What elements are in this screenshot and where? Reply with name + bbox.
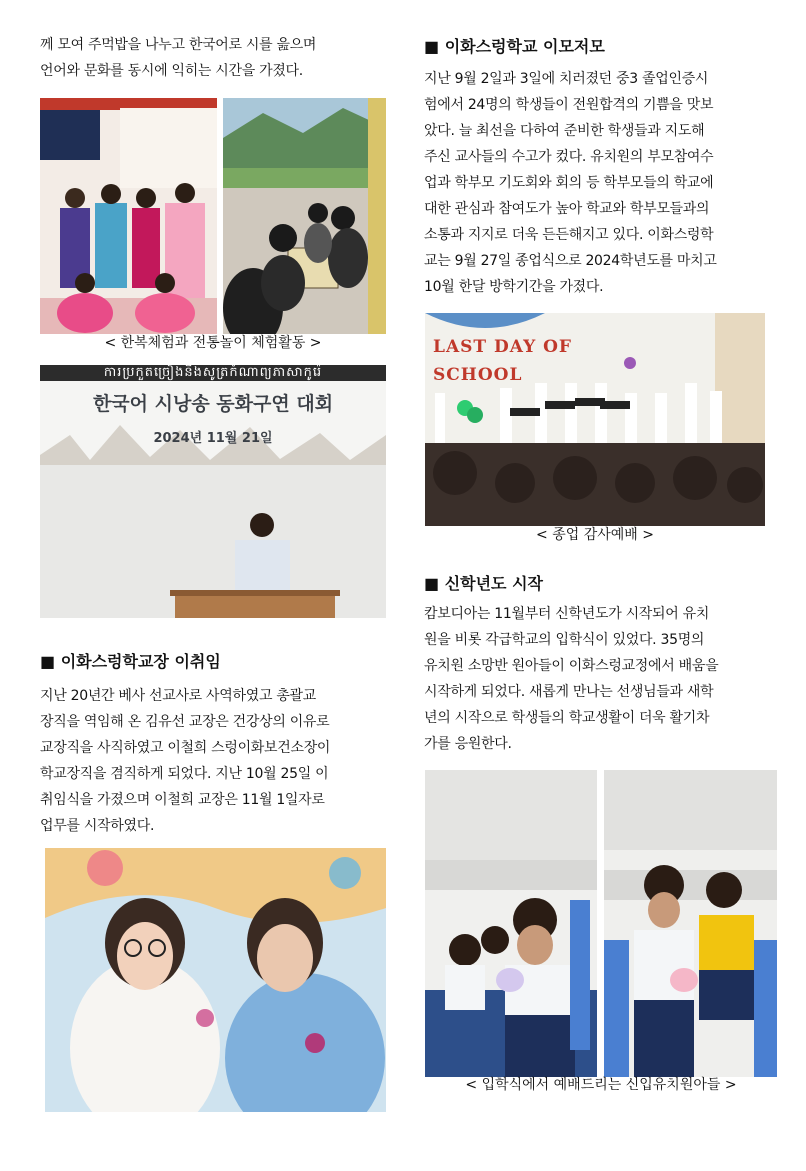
principal-line-4: 학교장직을 겸직하게 되었다. 지난 10월 25일 이 <box>40 766 329 782</box>
new-year-heading: ■ 신학년도 시작 <box>424 574 543 593</box>
news-line-8: 교는 9월 27일 종업식으로 2024학년도를 마치고 <box>424 253 717 269</box>
principal-heading: ■ 이화스렁학교장 이취임 <box>40 652 221 671</box>
left-column <box>40 32 386 84</box>
principal-line-1: 지난 20년간 베사 선교사로 사역하였고 총괄교 <box>40 688 316 704</box>
new-year-line-5: 년의 시작으로 학생들의 학교생활이 더욱 활기차 <box>424 710 710 726</box>
stage-banner-line1: LAST DAY OF <box>433 337 573 357</box>
news-line-3: 았다. 늘 최선을 다하여 준비한 학생들과 지도해 <box>424 123 705 139</box>
intro-line-2: 언어와 문화를 동시에 익히는 시간을 가졌다. <box>40 63 303 79</box>
banner-title: 한국어 시낭송 동화구연 대회 <box>92 393 334 415</box>
banner-khmer-line: ការប្រកួតច្រៀងនិងសូត្រកំណាព្យភាសាកូរ៉េ <box>40 365 386 381</box>
principal-line-2: 장직을 역임해 온 김유선 교장은 건강상의 이유로 <box>40 714 330 730</box>
stage-banner-line2: SCHOOL <box>433 365 523 385</box>
news-line-1: 지난 9월 2일과 3일에 치러졌던 중3 졸업인증시 <box>424 71 709 87</box>
closing-ceremony-photo <box>425 313 765 526</box>
new-year-line-6: 가를 응원한다. <box>424 736 512 752</box>
news-line-4: 주신 교사들의 수고가 컸다. 유치원의 부모참여수 <box>424 149 714 165</box>
new-year-line-1: 캄보디아는 11월부터 신학년도가 시작되어 유치 <box>424 606 710 622</box>
hanbok-photo <box>40 98 217 334</box>
news-line-5: 업과 학부모 기도회와 회의 등 학부모들의 학교에 <box>424 175 714 191</box>
news-line-2: 험에서 24명의 학생들이 전원합격의 기쁨을 맛보 <box>424 97 714 113</box>
news-heading: ■ 이화스렁학교 이모저모 <box>424 37 605 56</box>
hanbok-caption: < 한복체험과 전통놀이 체험활동 > <box>104 335 322 351</box>
principal-line-3: 교장직을 사직하였고 이철희 스렁이화보건소장이 <box>40 740 331 756</box>
news-line-6: 대한 관심과 참여도가 높아 학교와 학부모들과의 <box>424 201 710 217</box>
banner-date: 2024년 11월 21일 <box>153 431 273 446</box>
principal-line-6: 업무를 시작하였다. <box>40 818 155 834</box>
new-year-section <box>424 573 767 757</box>
news-section <box>424 36 767 300</box>
new-year-line-3: 유치원 소망반 원아들이 이화스렁교정에서 배움을 <box>424 658 719 674</box>
principal-section <box>40 651 386 839</box>
intro-line-1: 께 모여 주먹밥을 나누고 한국어로 시를 읊으며 <box>40 37 317 53</box>
traditional-game-photo <box>223 98 386 334</box>
entrance-photo-left <box>425 770 597 1077</box>
principals-photo <box>45 848 386 1112</box>
poetry-contest-photo <box>40 365 386 618</box>
entrance-caption: < 입학식에서 예배드리는 신입유치원아들 > <box>465 1077 737 1093</box>
principal-line-5: 취임식을 가졌으며 이철희 교장은 11월 1일자로 <box>40 792 325 808</box>
news-line-7: 소통과 지지로 더욱 든든해지고 있다. 이화스렁학 <box>424 227 714 243</box>
closing-caption: < 종업 감사예배 > <box>536 527 654 543</box>
new-year-line-2: 원을 비롯 각급학교의 입학식이 있었다. 35명의 <box>424 632 705 648</box>
news-line-9: 10월 한달 방학기간을 가졌다. <box>424 279 604 295</box>
new-year-line-4: 시작하게 되었다. 새롭게 만나는 선생님들과 새학 <box>424 684 714 700</box>
entrance-photo-right <box>604 770 777 1077</box>
